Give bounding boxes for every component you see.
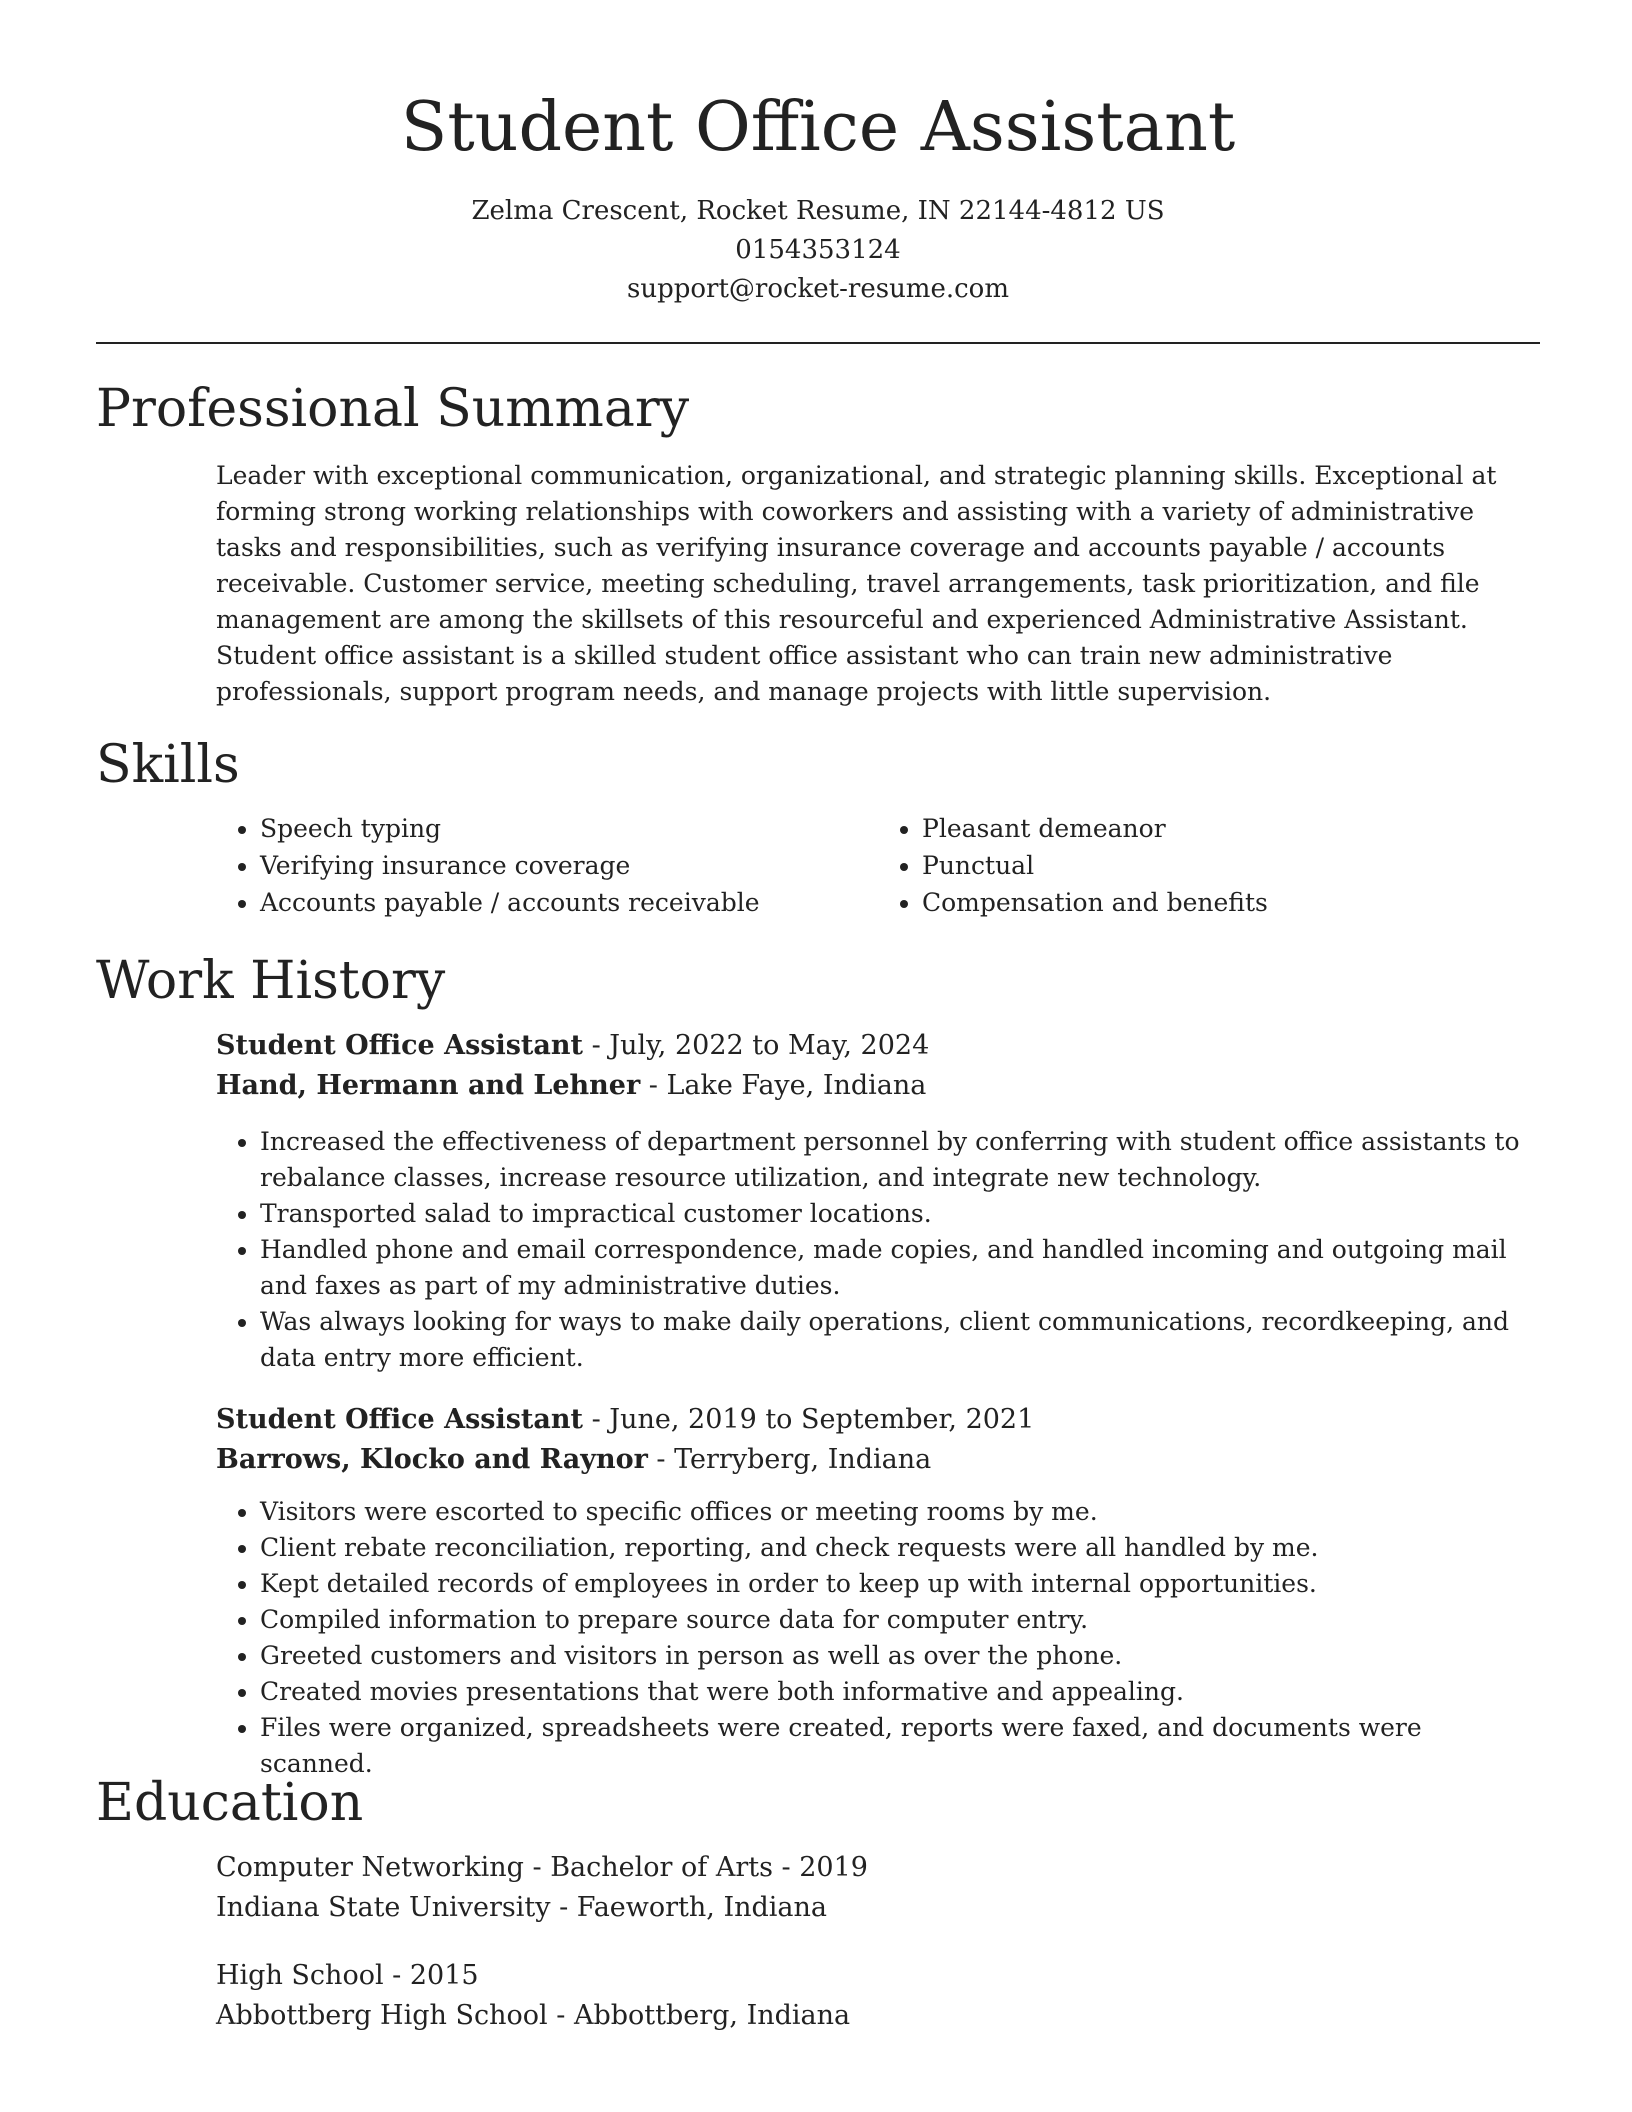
job-location: - Terryberg, Indiana — [647, 1444, 932, 1475]
job-bullet: • Created movies presentations that were both informative and appealing. — [260, 1674, 1540, 1710]
job-title-line — [216, 1400, 1540, 1440]
job-bullet: • Transported salad to impractical customer locations. — [260, 1196, 1540, 1232]
summary-section — [216, 458, 1540, 710]
contact-address: Zelma Crescent, Rocket Resume, IN 22144-4812 US — [471, 196, 1165, 226]
job-company-line — [216, 1066, 1540, 1106]
skills-heading: Skills — [96, 735, 240, 795]
job-bullet: • Was always looking for ways to make daily operations, client communications, recordkeeping, and data entry more efficient. — [260, 1304, 1540, 1376]
skill-item: • Speech typing — [260, 810, 878, 847]
summary-heading: Professional Summary — [96, 379, 690, 439]
job-bullet: • Greeted customers and visitors in person as well as over the phone. — [260, 1638, 1540, 1674]
resume-title: Student Office Assistant — [400, 88, 1236, 167]
job-bullets — [216, 1494, 1540, 1782]
education-school-line — [216, 1888, 1540, 1928]
job-company: Hand, Hermann and Lehner — [216, 1070, 641, 1101]
skill-item: • Verifying insurance coverage — [260, 847, 878, 884]
job-bullet: • Handled phone and email correspondence, made copies, and handled incoming and outgoing mail and faxes as part of my administrative duties. — [260, 1232, 1540, 1304]
education-entry — [216, 1956, 1540, 2036]
work-history-heading: Work History — [96, 951, 446, 1011]
job-bullet: • Visitors were escorted to specific offices or meeting rooms by me. — [260, 1494, 1540, 1530]
job-entry — [216, 1400, 1540, 1782]
skill-item: • Accounts payable / accounts receivable — [260, 884, 878, 921]
job-location: - Lake Faye, Indiana — [640, 1070, 927, 1101]
job-company-line — [216, 1440, 1540, 1480]
skills-section — [216, 810, 1540, 921]
skills-list-left — [216, 810, 878, 921]
job-dates: - June, 2019 to September, 2021 — [583, 1404, 1035, 1435]
skill-item: • Pleasant demeanor — [922, 810, 1540, 847]
education-school: Abbottberg High School — [216, 2000, 548, 2031]
education-location: - Faeworth, Indiana — [550, 1892, 828, 1923]
education-school-line — [216, 1996, 1540, 2036]
education-school: Indiana State University — [216, 1892, 551, 1923]
contact-email: support@rocket-resume.com — [626, 274, 1009, 304]
job-dates: - July, 2022 to May, 2024 — [583, 1030, 930, 1061]
education-degree: High School - 2015 — [216, 1960, 479, 1991]
education-heading: Education — [96, 1773, 364, 1833]
job-title: Student Office Assistant — [216, 1404, 583, 1435]
header-divider — [96, 342, 1540, 344]
job-bullet: • Compiled information to prepare source data for computer entry. — [260, 1602, 1540, 1638]
job-bullet: • Files were organized, spreadsheets were created, reports were faxed, and documents were scanned. — [260, 1710, 1540, 1782]
job-bullets — [216, 1124, 1540, 1376]
skill-item: • Punctual — [922, 847, 1540, 884]
contact-phone: 0154353124 — [735, 235, 901, 265]
education-entry — [216, 1848, 1540, 1928]
job-title: Student Office Assistant — [216, 1030, 583, 1061]
contact-block — [96, 192, 1540, 309]
education-degree: Computer Networking - Bachelor of Arts - 2019 — [216, 1852, 868, 1883]
job-title-line — [216, 1026, 1540, 1066]
job-bullet: • Increased the effectiveness of department personnel by conferring with student office assistants to rebalance classes, increase resource utilization, and integrate new technology. — [260, 1124, 1540, 1196]
summary-text: Leader with exceptional communication, organizational, and strategic planning skills. Exceptional at forming strong working relationships with coworkers and assisting with a variety of administrative tasks and responsibilities, such as verifying insurance coverage and accounts payable / accounts receivable. Customer service, meeting scheduling, travel arrangements, task prioritization, and file management are among the skillsets of this resourceful and experienced Administrative Assistant. Student office assistant is a skilled student office assistant who can train new administrative professionals, support program needs, and manage projects with little supervision. — [216, 461, 1497, 706]
job-entry — [216, 1026, 1540, 1376]
job-company: Barrows, Klocko and Raynor — [216, 1444, 648, 1475]
job-bullet: • Kept detailed records of employees in order to keep up with internal opportunities. — [260, 1566, 1540, 1602]
education-location: - Abbottberg, Indiana — [547, 2000, 851, 2031]
skills-list-right — [878, 810, 1540, 921]
job-bullet: • Client rebate reconciliation, reporting, and check requests were all handled by me. — [260, 1530, 1540, 1566]
skill-item: • Compensation and benefits — [922, 884, 1540, 921]
